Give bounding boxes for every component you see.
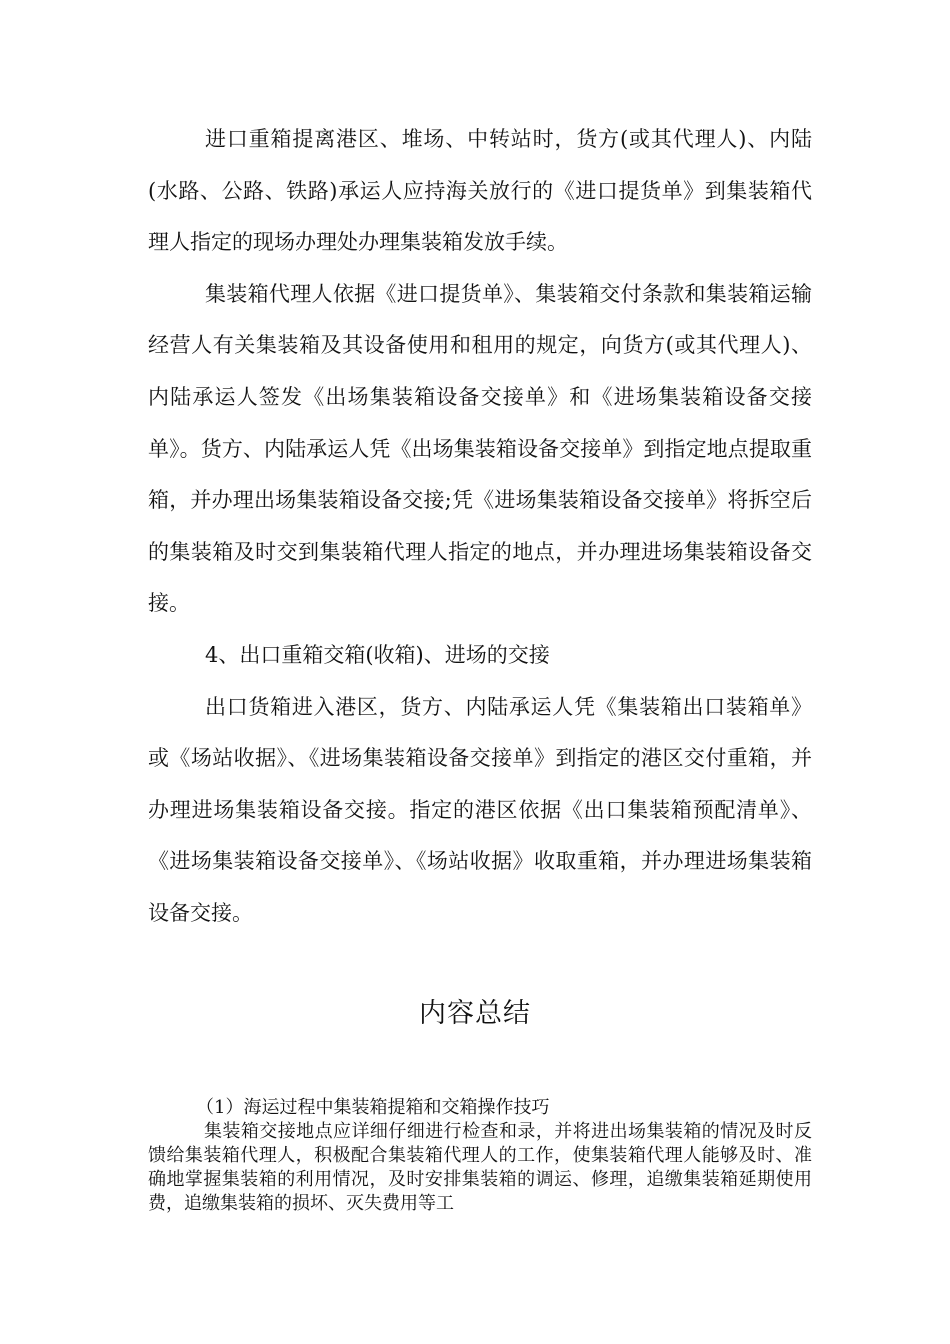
section-heading-export-delivery: 4、出口重箱交箱(收箱)、进场的交接 [205, 642, 550, 667]
summary-text: 集装箱交接地点应详细仔细进行检查和录，并将进出场集装箱的情况及时反馈给集装箱代理人，积极配合集装箱代理人的工作，使集装箱代理人能够及时、准确地掌握集装箱的利用情况，及时安排集装箱的调运、修理，追缴集装箱延期使用费，追缴集装箱的损坏、灭失费用等工 [148, 1121, 812, 1214]
body-paragraph-export-delivery: 出口货箱进入港区，货方、内陆承运人凭《集装箱出口装箱单》或《场站收据》、《进场集装箱设备交接单》到指定的港区交付重箱，并办理进场集装箱设备交接。指定的港区依据《出口集装箱预配清单》、《进场集装箱设备交接单》、《场站收据》收取重箱，并办理进场集装箱设备交接。 [148, 694, 812, 925]
body-paragraph-equipment-interchange: 集装箱代理人依据《进口提货单》、集装箱交付条款和集装箱运输经营人有关集装箱及其设备使用和租用的规定，向货方(或其代理人)、内陆承运人签发《出场集装箱设备交接单》和《进场集装箱设备交接单》。货方、内陆承运人凭《出场集装箱设备交接单》到指定地点提取重箱，并办理出场集装箱设备交接;凭《进场集装箱设备交接单》将拆空后的集装箱及时交到集装箱代理人指定的地点，并办理进场集装箱设备交接。 [148, 281, 812, 616]
summary-title: 内容总结 [419, 998, 531, 1029]
body-paragraph-import-release: 进口重箱提离港区、堆场、中转站时，货方(或其代理人)、内陆(水路、公路、铁路)承运人应持海关放行的《进口提货单》到集装箱代理人指定的现场办理处办理集装箱发放手续。 [148, 127, 812, 255]
summary-subheading: （1）海运过程中集装箱提箱和交箱操作技巧 [196, 1097, 550, 1118]
summary-section [148, 1096, 812, 1216]
document-body [148, 114, 812, 940]
